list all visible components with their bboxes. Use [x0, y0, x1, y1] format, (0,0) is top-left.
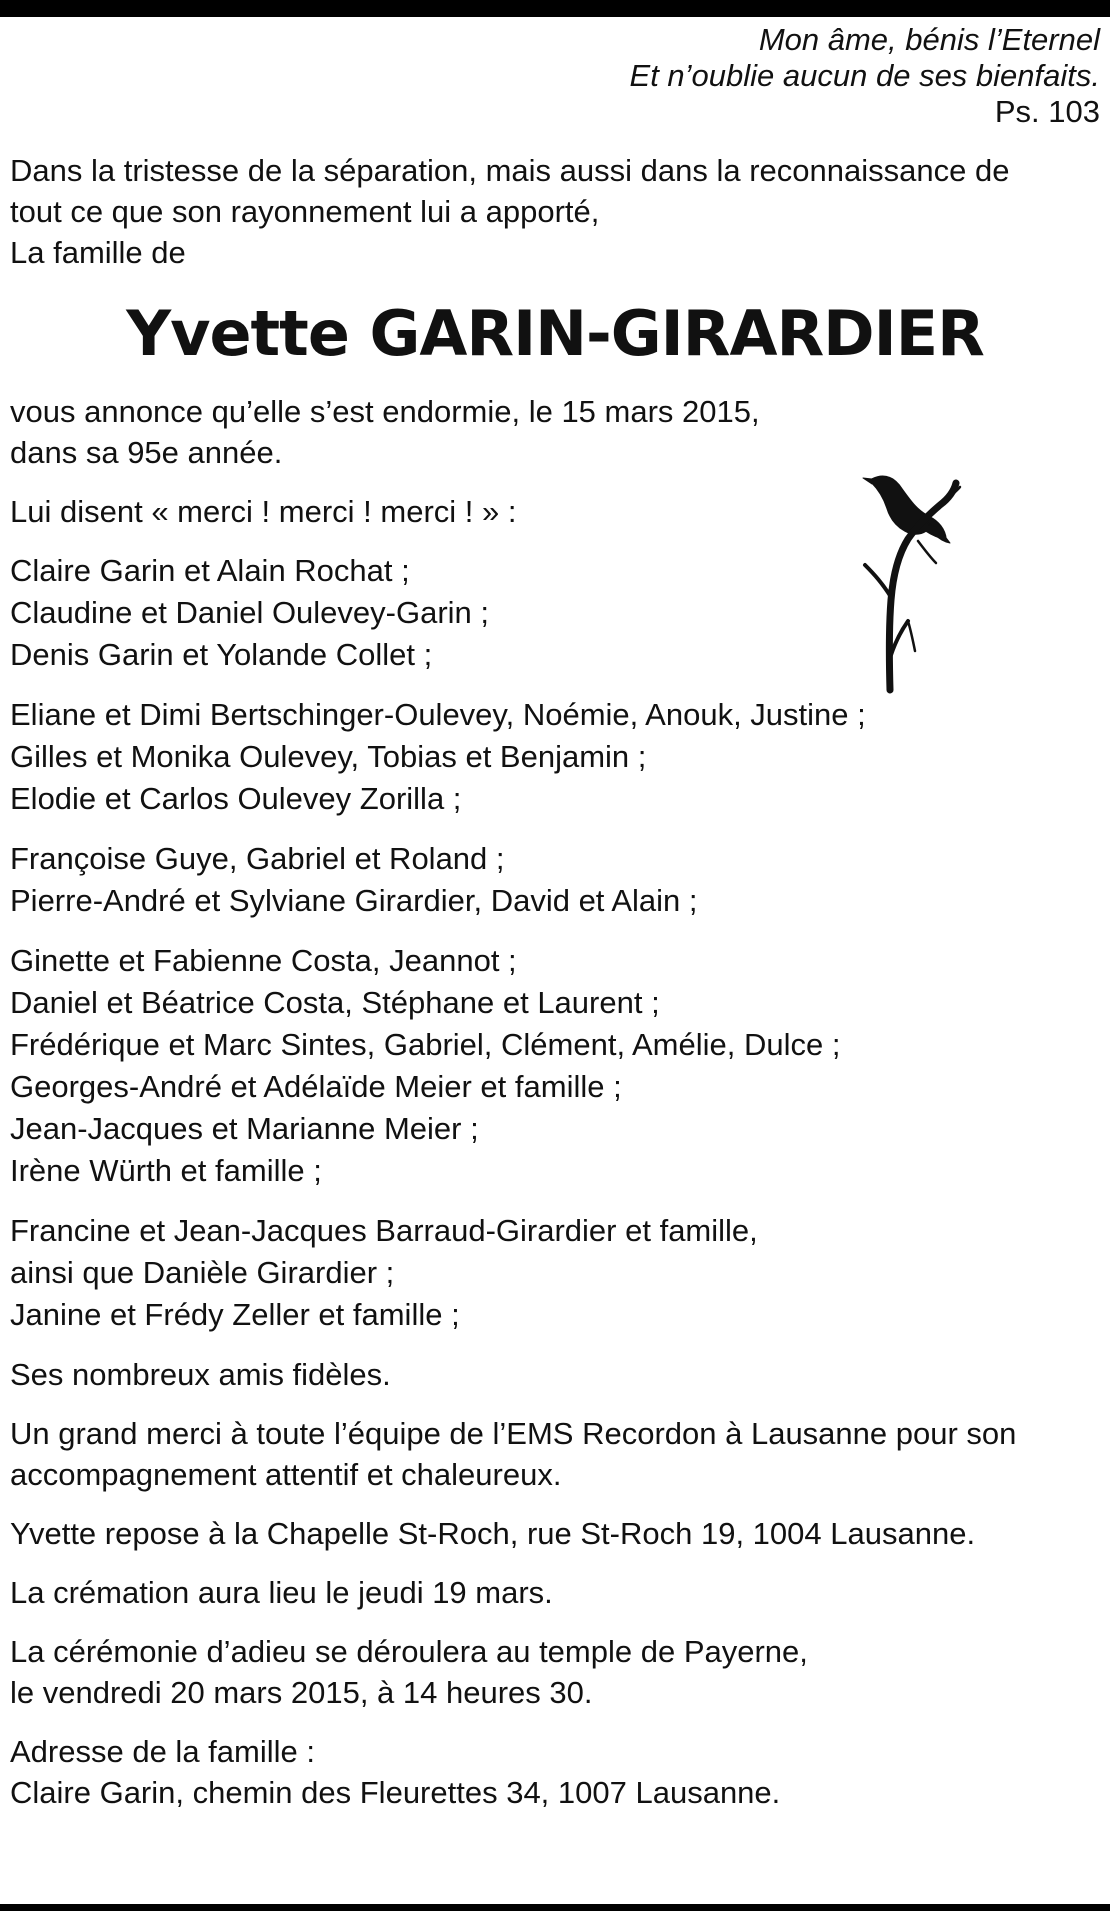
- bird-on-reed-icon: [860, 465, 1020, 695]
- family-group-2: [10, 694, 1100, 820]
- resting-place: Yvette repose à la Chapelle St-Roch, rue St-Roch 19, 1004 Lausanne.: [10, 1516, 976, 1551]
- family-line: Irène Würth et famille ;: [10, 1153, 322, 1188]
- deceased-name: Yvette GARIN-GIRARDIER: [126, 297, 984, 370]
- family-line: Ginette et Fabienne Costa, Jeannot ;: [10, 943, 517, 978]
- family-address-value: Claire Garin, chemin des Fleurettes 34, 1007 Lausanne.: [10, 1775, 781, 1810]
- epigraph-reference: Ps. 103: [994, 94, 1100, 129]
- family-line: Eliane et Dimi Bertschinger-Oulevey, Noémie, Anouk, Justine ;: [10, 697, 866, 732]
- family-address: [10, 1731, 1100, 1813]
- obituary-notice: [10, 22, 1100, 1813]
- family-line: Georges-André et Adélaïde Meier et famille ;: [10, 1069, 622, 1104]
- family-line: Elodie et Carlos Oulevey Zorilla ;: [10, 781, 462, 816]
- family-address-label: Adresse de la famille :: [10, 1734, 315, 1769]
- family-line: Françoise Guye, Gabriel et Roland ;: [10, 841, 505, 876]
- family-line: Claire Garin et Alain Rochat ;: [10, 553, 410, 588]
- ceremony-line-1: La cérémonie d’adieu se déroulera au temple de Payerne,: [10, 1634, 808, 1669]
- epigraph-line-2: Et n’oublie aucun de ses bienfaits.: [629, 58, 1100, 93]
- family-group-5: [10, 1210, 1100, 1336]
- intro-line-3: La famille de: [10, 235, 186, 270]
- family-line: Pierre-André et Sylviane Girardier, David et Alain ;: [10, 883, 698, 918]
- family-line: Jean-Jacques et Marianne Meier ;: [10, 1111, 479, 1146]
- bottom-border: [0, 1904, 1110, 1911]
- ceremony-line-2: le vendredi 20 mars 2015, à 14 heures 30.: [10, 1675, 593, 1710]
- intro-line-1: Dans la tristesse de la séparation, mais aussi dans la reconnaissance de: [10, 153, 1010, 188]
- thanks-intro: Lui disent « merci ! merci ! merci ! » :: [10, 494, 517, 529]
- family-group-3: [10, 838, 1100, 922]
- epigraph: [10, 22, 1110, 130]
- cremation-notice: La crémation aura lieu le jeudi 19 mars.: [10, 1575, 553, 1610]
- intro-line-2: tout ce que son rayonnement lui a apporté,: [10, 194, 600, 229]
- family-line: Gilles et Monika Oulevey, Tobias et Benjamin ;: [10, 739, 647, 774]
- epigraph-line-1: Mon âme, bénis l’Eternel: [758, 22, 1100, 57]
- family-line: Janine et Frédy Zeller et famille ;: [10, 1297, 460, 1332]
- family-line: Francine et Jean-Jacques Barraud-Girardier et famille,: [10, 1213, 758, 1248]
- intro: [10, 150, 1100, 273]
- family-line: Daniel et Béatrice Costa, Stéphane et Laurent ;: [10, 985, 660, 1020]
- ems-thanks-line-2: accompagnement attentif et chaleureux.: [10, 1457, 562, 1492]
- family-line: Frédérique et Marc Sintes, Gabriel, Clément, Amélie, Dulce ;: [10, 1027, 841, 1062]
- announcement: [10, 391, 1100, 473]
- ceremony-notice: [10, 1631, 1100, 1713]
- family-group-4: [10, 940, 1100, 1192]
- family-line: Claudine et Daniel Oulevey-Garin ;: [10, 595, 490, 630]
- friends-line: Ses nombreux amis fidèles.: [10, 1357, 391, 1392]
- family-line: Denis Garin et Yolande Collet ;: [10, 637, 433, 672]
- ems-thanks: [10, 1413, 1100, 1495]
- announcement-line-2: dans sa 95e année.: [10, 435, 283, 470]
- ems-thanks-line-1: Un grand merci à toute l’équipe de l’EMS Recordon à Lausanne pour son: [10, 1416, 1017, 1451]
- top-border: [0, 0, 1110, 17]
- family-line: ainsi que Danièle Girardier ;: [10, 1255, 395, 1290]
- announcement-line-1: vous annonce qu’elle s’est endormie, le 15 mars 2015,: [10, 394, 760, 429]
